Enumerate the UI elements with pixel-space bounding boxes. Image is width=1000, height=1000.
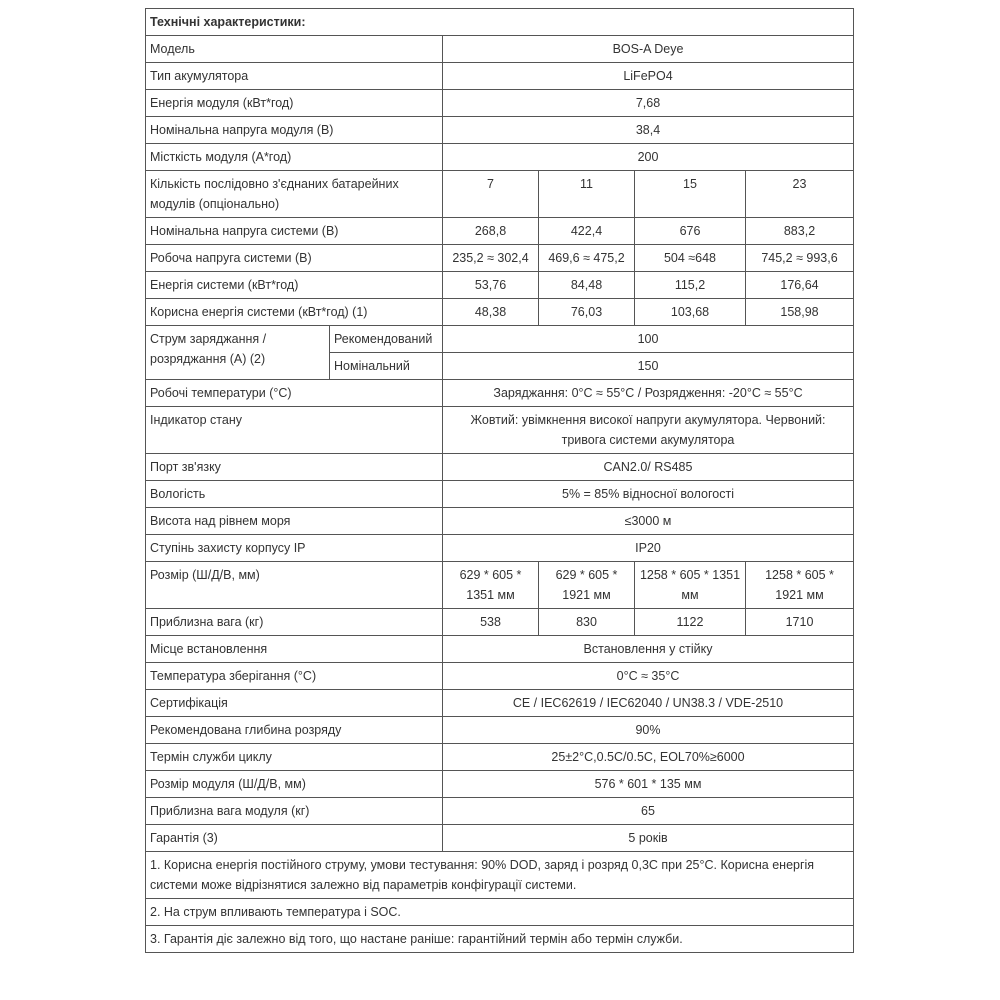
table-row: [146, 117, 854, 144]
table-row: [146, 171, 854, 218]
row-value: 38,4: [443, 117, 854, 144]
table-row: [146, 380, 854, 407]
row-value: 883,2: [746, 218, 854, 245]
row-sublabel: Номінальний: [330, 353, 443, 380]
table-row: [146, 481, 854, 508]
row-label: Ступінь захисту корпусу IP: [146, 535, 443, 562]
table-row: [146, 690, 854, 717]
row-label: Гарантія (3): [146, 825, 443, 852]
row-value: CAN2.0/ RS485: [443, 454, 854, 481]
row-value: 576 * 601 * 135 мм: [443, 771, 854, 798]
row-value: 115,2: [635, 272, 746, 299]
row-label: Сертифікація: [146, 690, 443, 717]
row-sublabel: Рекомендований: [330, 326, 443, 353]
footnote-row: [146, 852, 854, 899]
row-value: LiFePO4: [443, 63, 854, 90]
row-value: 469,6 ≈ 475,2: [539, 245, 635, 272]
row-value: 53,76: [443, 272, 539, 299]
row-label: Розмір модуля (Ш/Д/В, мм): [146, 771, 443, 798]
table-header: Технічні характеристики:: [146, 9, 854, 36]
footnote: 1. Корисна енергія постійного струму, умови тестування: 90% DOD, заряд і розряд 0,3C при 25°C. Корисна енергія системи може відрізнятися залежно від параметрів конфігурації системи.: [146, 852, 854, 899]
row-value: 0°C ≈ 35°C: [443, 663, 854, 690]
table-row: [146, 90, 854, 117]
table-row: [146, 144, 854, 171]
row-value: 629 * 605 * 1351 мм: [443, 562, 539, 609]
row-value: IP20: [443, 535, 854, 562]
row-value: 103,68: [635, 299, 746, 326]
table-row: [146, 63, 854, 90]
row-label: Приблизна вага (кг): [146, 609, 443, 636]
row-value: 200: [443, 144, 854, 171]
row-value: 150: [443, 353, 854, 380]
row-value: 7,68: [443, 90, 854, 117]
row-label: Номінальна напруга модуля (В): [146, 117, 443, 144]
row-value: BOS-A Deye: [443, 36, 854, 63]
table-row: [146, 717, 854, 744]
row-label: Робочі температури (°C): [146, 380, 443, 407]
row-label: Місткість модуля (А*год): [146, 144, 443, 171]
row-value: 1122: [635, 609, 746, 636]
row-value: 676: [635, 218, 746, 245]
row-value: 538: [443, 609, 539, 636]
row-value: 235,2 ≈ 302,4: [443, 245, 539, 272]
table-row: [146, 454, 854, 481]
row-label: Місце встановлення: [146, 636, 443, 663]
row-label: Робоча напруга системи (В): [146, 245, 443, 272]
row-value: 100: [443, 326, 854, 353]
table-row: [146, 636, 854, 663]
table-row: [146, 609, 854, 636]
table-row: [146, 299, 854, 326]
row-label: Модель: [146, 36, 443, 63]
row-value: 23: [746, 171, 854, 218]
table-row: [146, 218, 854, 245]
table-header-row: [146, 9, 854, 36]
row-value: 745,2 ≈ 993,6: [746, 245, 854, 272]
row-value: 629 * 605 * 1921 мм: [539, 562, 635, 609]
table-row: [146, 535, 854, 562]
spec-table: [145, 8, 854, 953]
row-value: 84,48: [539, 272, 635, 299]
row-value: 15: [635, 171, 746, 218]
row-value: 25±2°C,0.5C/0.5C, EOL70%≥6000: [443, 744, 854, 771]
row-label: Розмір (Ш/Д/В, мм): [146, 562, 443, 609]
row-value: Встановлення у стійку: [443, 636, 854, 663]
row-label: Висота над рівнем моря: [146, 508, 443, 535]
row-value: 48,38: [443, 299, 539, 326]
row-value: 1258 * 605 * 1921 мм: [746, 562, 854, 609]
row-value: ≤3000 м: [443, 508, 854, 535]
row-label: Номінальна напруга системи (В): [146, 218, 443, 245]
row-value: 268,8: [443, 218, 539, 245]
row-label: Приблизна вага модуля (кг): [146, 798, 443, 825]
table-row: [146, 508, 854, 535]
table-row: [146, 771, 854, 798]
footnote-row: [146, 899, 854, 926]
row-value: Жовтий: увімкнення високої напруги акумулятора. Червоний: тривога системи акумулятора: [443, 407, 854, 454]
row-value: 1710: [746, 609, 854, 636]
row-label: Вологість: [146, 481, 443, 508]
table-row: [146, 36, 854, 63]
row-label: Порт зв'язку: [146, 454, 443, 481]
table-row: [146, 272, 854, 299]
row-value: 158,98: [746, 299, 854, 326]
row-label: Рекомендована глибина розряду: [146, 717, 443, 744]
table-row: [146, 798, 854, 825]
footnote: 3. Гарантія діє залежно від того, що настане раніше: гарантійний термін або термін служби.: [146, 926, 854, 953]
row-label: Корисна енергія системи (кВт*год) (1): [146, 299, 443, 326]
footnote-row: [146, 926, 854, 953]
row-value: 5 років: [443, 825, 854, 852]
row-label: Енергія системи (кВт*год): [146, 272, 443, 299]
table-row: [146, 825, 854, 852]
row-value: 65: [443, 798, 854, 825]
row-value: 5% = 85% відносної вологості: [443, 481, 854, 508]
footnote: 2. На струм впливають температура і SOC.: [146, 899, 854, 926]
table-row: [146, 562, 854, 609]
row-label: Струм заряджання / розряджання (А) (2): [146, 326, 330, 380]
row-value: 76,03: [539, 299, 635, 326]
table-row: [146, 663, 854, 690]
table-row: [146, 407, 854, 454]
row-label: Кількість послідовно з'єднаних батарейних модулів (опціонально): [146, 171, 443, 218]
row-value: 7: [443, 171, 539, 218]
row-value: 1258 * 605 * 1351 мм: [635, 562, 746, 609]
row-value: Заряджання: 0°C ≈ 55°C / Розрядження: -20°C ≈ 55°C: [443, 380, 854, 407]
row-value: 90%: [443, 717, 854, 744]
table-row: [146, 245, 854, 272]
row-value: 830: [539, 609, 635, 636]
table-row: [146, 744, 854, 771]
row-value: 11: [539, 171, 635, 218]
row-label: Індикатор стану: [146, 407, 443, 454]
row-label: Температура зберігання (°C): [146, 663, 443, 690]
row-label: Тип акумулятора: [146, 63, 443, 90]
row-value: 422,4: [539, 218, 635, 245]
row-value: 504 ≈648: [635, 245, 746, 272]
table-row: [146, 326, 854, 353]
row-label: Термін служби циклу: [146, 744, 443, 771]
row-label: Енергія модуля (кВт*год): [146, 90, 443, 117]
row-value: 176,64: [746, 272, 854, 299]
row-value: CE / IEC62619 / IEC62040 / UN38.3 / VDE-2510: [443, 690, 854, 717]
